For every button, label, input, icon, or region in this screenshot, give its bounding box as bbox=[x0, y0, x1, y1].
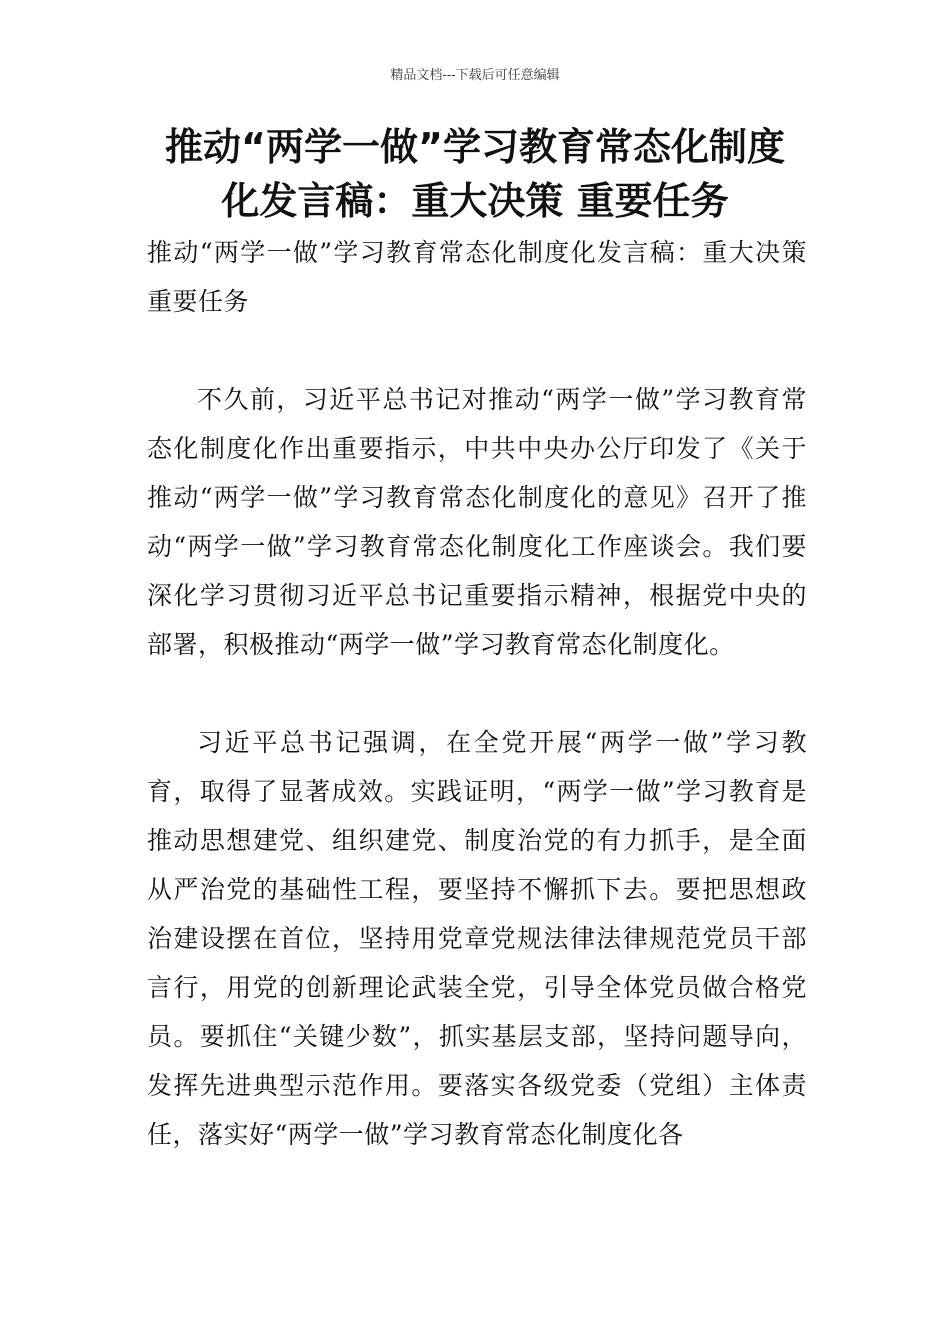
title-line-2: 化发言稿：重大决策 重要任务 bbox=[221, 179, 729, 223]
document-title bbox=[120, 120, 830, 228]
paragraph-2: 习近平总书记强调，在全党开展“两学一做”学习教育，取得了显著成效。实践证明，“两学一做”学习教育是推动思想建党、组织建党、制度治党的有力抓手，是全面从严治党的基础性工程，要坚持不懈抓下去。要把思想政治建设摆在首位，坚持用党章党规法律法律规范党员干部言行，用党的创新理论武装全党，引导全体党员做合格党员。要抓住“关键少数”，抓实基层支部，坚持问题导向，发挥先进典型示范作用。要落实各级党委（党组）主体责任，落实好“两学一做”学习教育常态化制度化各 bbox=[147, 728, 807, 1149]
document-subtitle: 推动“两学一做”学习教育常态化制度化发言稿：重大决策 重要任务 bbox=[147, 238, 807, 316]
paragraph-1: 不久前，习近平总书记对推动“两学一做”学习教育常态化制度化作出重要指示，中共中央办公厅印发了《关于推动“两学一做”学习教育常态化制度化的意见》召开了推动“两学一做”学习教育常态化制度化工作座谈会。我们要深化学习贯彻习近平总书记重要指示精神，根据党中央的部署，积极推动“两学一做”学习教育常态化制度化。 bbox=[147, 385, 807, 659]
title-line-1: 推动“两学一做”学习教育常态化制度 bbox=[165, 125, 785, 169]
header-note: 精品文档---下载后可任意编辑 bbox=[390, 68, 560, 83]
document-body bbox=[147, 228, 807, 1159]
